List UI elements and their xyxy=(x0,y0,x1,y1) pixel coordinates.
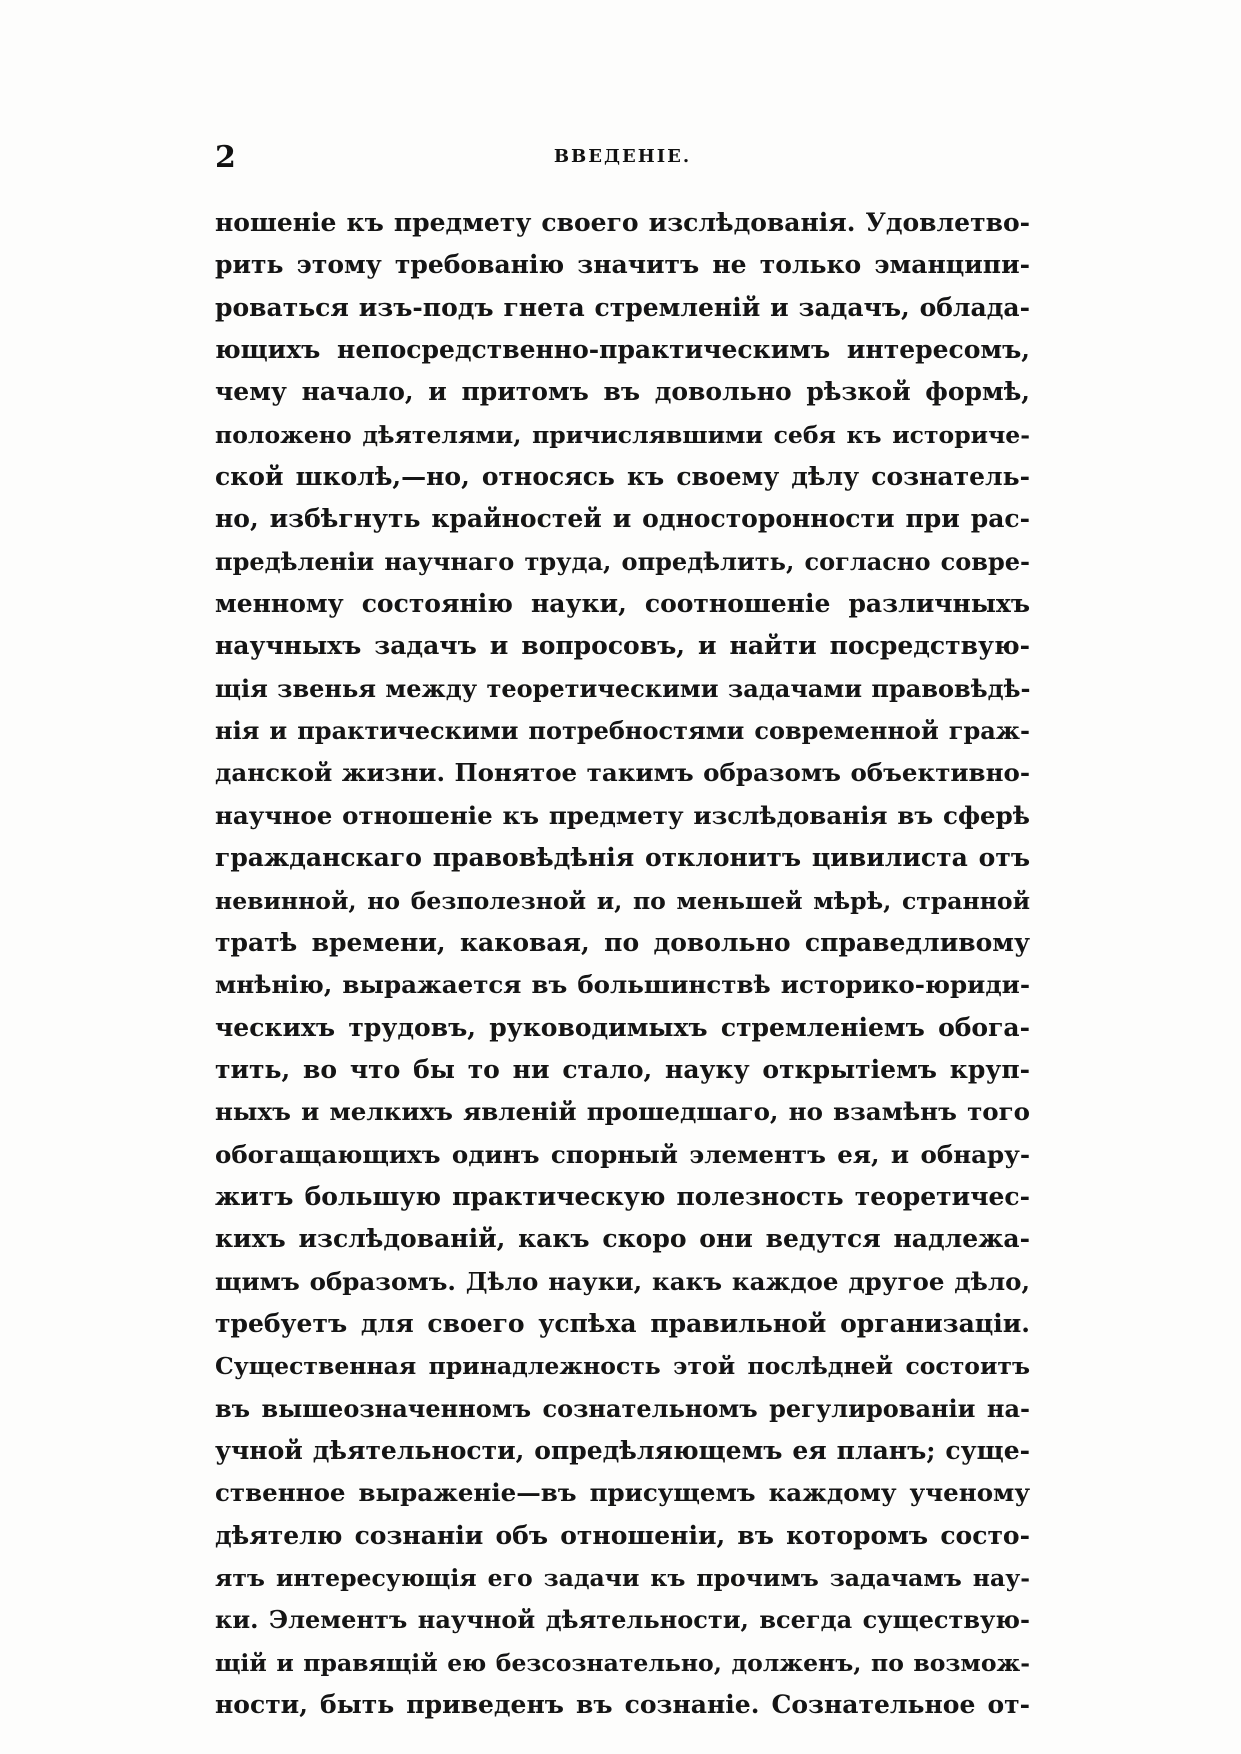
text-line: щія звенья между теоретическими задачами правовѣдѣ- xyxy=(215,673,1030,703)
text-line: ки. Элементъ научной дѣятельности, всегда существую- xyxy=(215,1605,1030,1635)
text-line: Существенная принадлежность этой послѣдней состоитъ xyxy=(215,1352,1030,1381)
text-line: рить этому требованію значитъ не только эманципи- xyxy=(215,250,1030,280)
text-line: гражданскаго правовѣдѣнія отклонитъ цивилиста отъ xyxy=(215,843,1030,873)
text-line: предѣленіи научнаго труда, опредѣлить, согласно совре- xyxy=(215,546,1030,576)
text-line: менному состоянію науки, соотношеніе различныхъ xyxy=(215,589,1030,619)
text-line: ческихъ трудовъ, руководимыхъ стремленіемъ обога- xyxy=(215,1012,1030,1042)
text-line: ности, быть приведенъ въ сознаніе. Сознательное от- xyxy=(215,1690,1030,1720)
text-line: ныхъ и мелкихъ явленій прошедшаго, но взамѣнъ того xyxy=(215,1097,1030,1127)
text-line: ятъ интересующія его задачи къ прочимъ задачамъ нау- xyxy=(215,1564,1030,1592)
text-line: дѣятелю сознаніи объ отношеніи, въ которомъ состо- xyxy=(215,1520,1030,1550)
page-number: 2 xyxy=(215,140,236,175)
text-line: чему начало, и притомъ въ довольно рѣзкой формѣ, xyxy=(215,377,1030,407)
text-line: ственное выраженіе—въ присущемъ каждому ученому xyxy=(215,1478,1030,1508)
text-line: но, избѣгнуть крайностей и односторонности при рас- xyxy=(215,504,1030,534)
text-line: ской школѣ,—но, относясь къ своему дѣлу сознатель- xyxy=(215,462,1030,492)
text-line: положено дѣятелями, причислявшими себя къ историче- xyxy=(215,420,1030,449)
text-line: мнѣнію, выражается въ большинствѣ историко-юриди- xyxy=(215,970,1030,1000)
text-line: роваться изъ-подъ гнета стремленій и задачъ, облада- xyxy=(215,292,1030,322)
text-line: житъ большую практическую полезность теоретичес- xyxy=(215,1181,1030,1211)
text-line: щій и правящій ею безсознательно, долженъ, по возмож- xyxy=(215,1648,1030,1677)
text-line: невинной, но безполезной и, по меньшей мѣрѣ, странной xyxy=(215,886,1030,915)
text-line: нія и практическими потребностями современной граж- xyxy=(215,716,1030,746)
text-line: обогащающихъ одинъ спорный элементъ ея, и обнару- xyxy=(215,1139,1030,1169)
text-line: тить, во что бы то ни стало, науку открытіемъ круп- xyxy=(215,1054,1030,1084)
text-line: тратѣ времени, каковая, по довольно справедливому xyxy=(215,927,1030,957)
body-text xyxy=(215,202,1030,1726)
text-line: кихъ изслѣдованій, какъ скоро они ведутся надлежа- xyxy=(215,1224,1030,1254)
text-line: учной дѣятельности, опредѣляющемъ ея планъ; суще- xyxy=(215,1435,1030,1465)
text-line: научное отношеніе къ предмету изслѣдованія въ сферѣ xyxy=(215,800,1030,830)
text-line: научныхъ задачъ и вопросовъ, и найти посредствую- xyxy=(215,631,1030,661)
text-line: требуетъ для своего успѣха правильной организаціи. xyxy=(215,1308,1030,1338)
text-line: ношеніе къ предмету своего изслѣдованія. Удовлетво- xyxy=(215,208,1030,237)
running-head xyxy=(215,140,1030,180)
text-line: щимъ образомъ. Дѣло науки, какъ каждое другое дѣло, xyxy=(215,1266,1030,1296)
running-title: ВВЕДЕНІЕ. xyxy=(553,146,692,167)
text-line: въ вышеозначенномъ сознательномъ регулированіи на- xyxy=(215,1393,1030,1423)
text-line: ющихъ непосредственно-практическимъ интересомъ, xyxy=(215,335,1030,365)
text-line: данской жизни. Понятое такимъ образомъ объективно- xyxy=(215,758,1030,788)
